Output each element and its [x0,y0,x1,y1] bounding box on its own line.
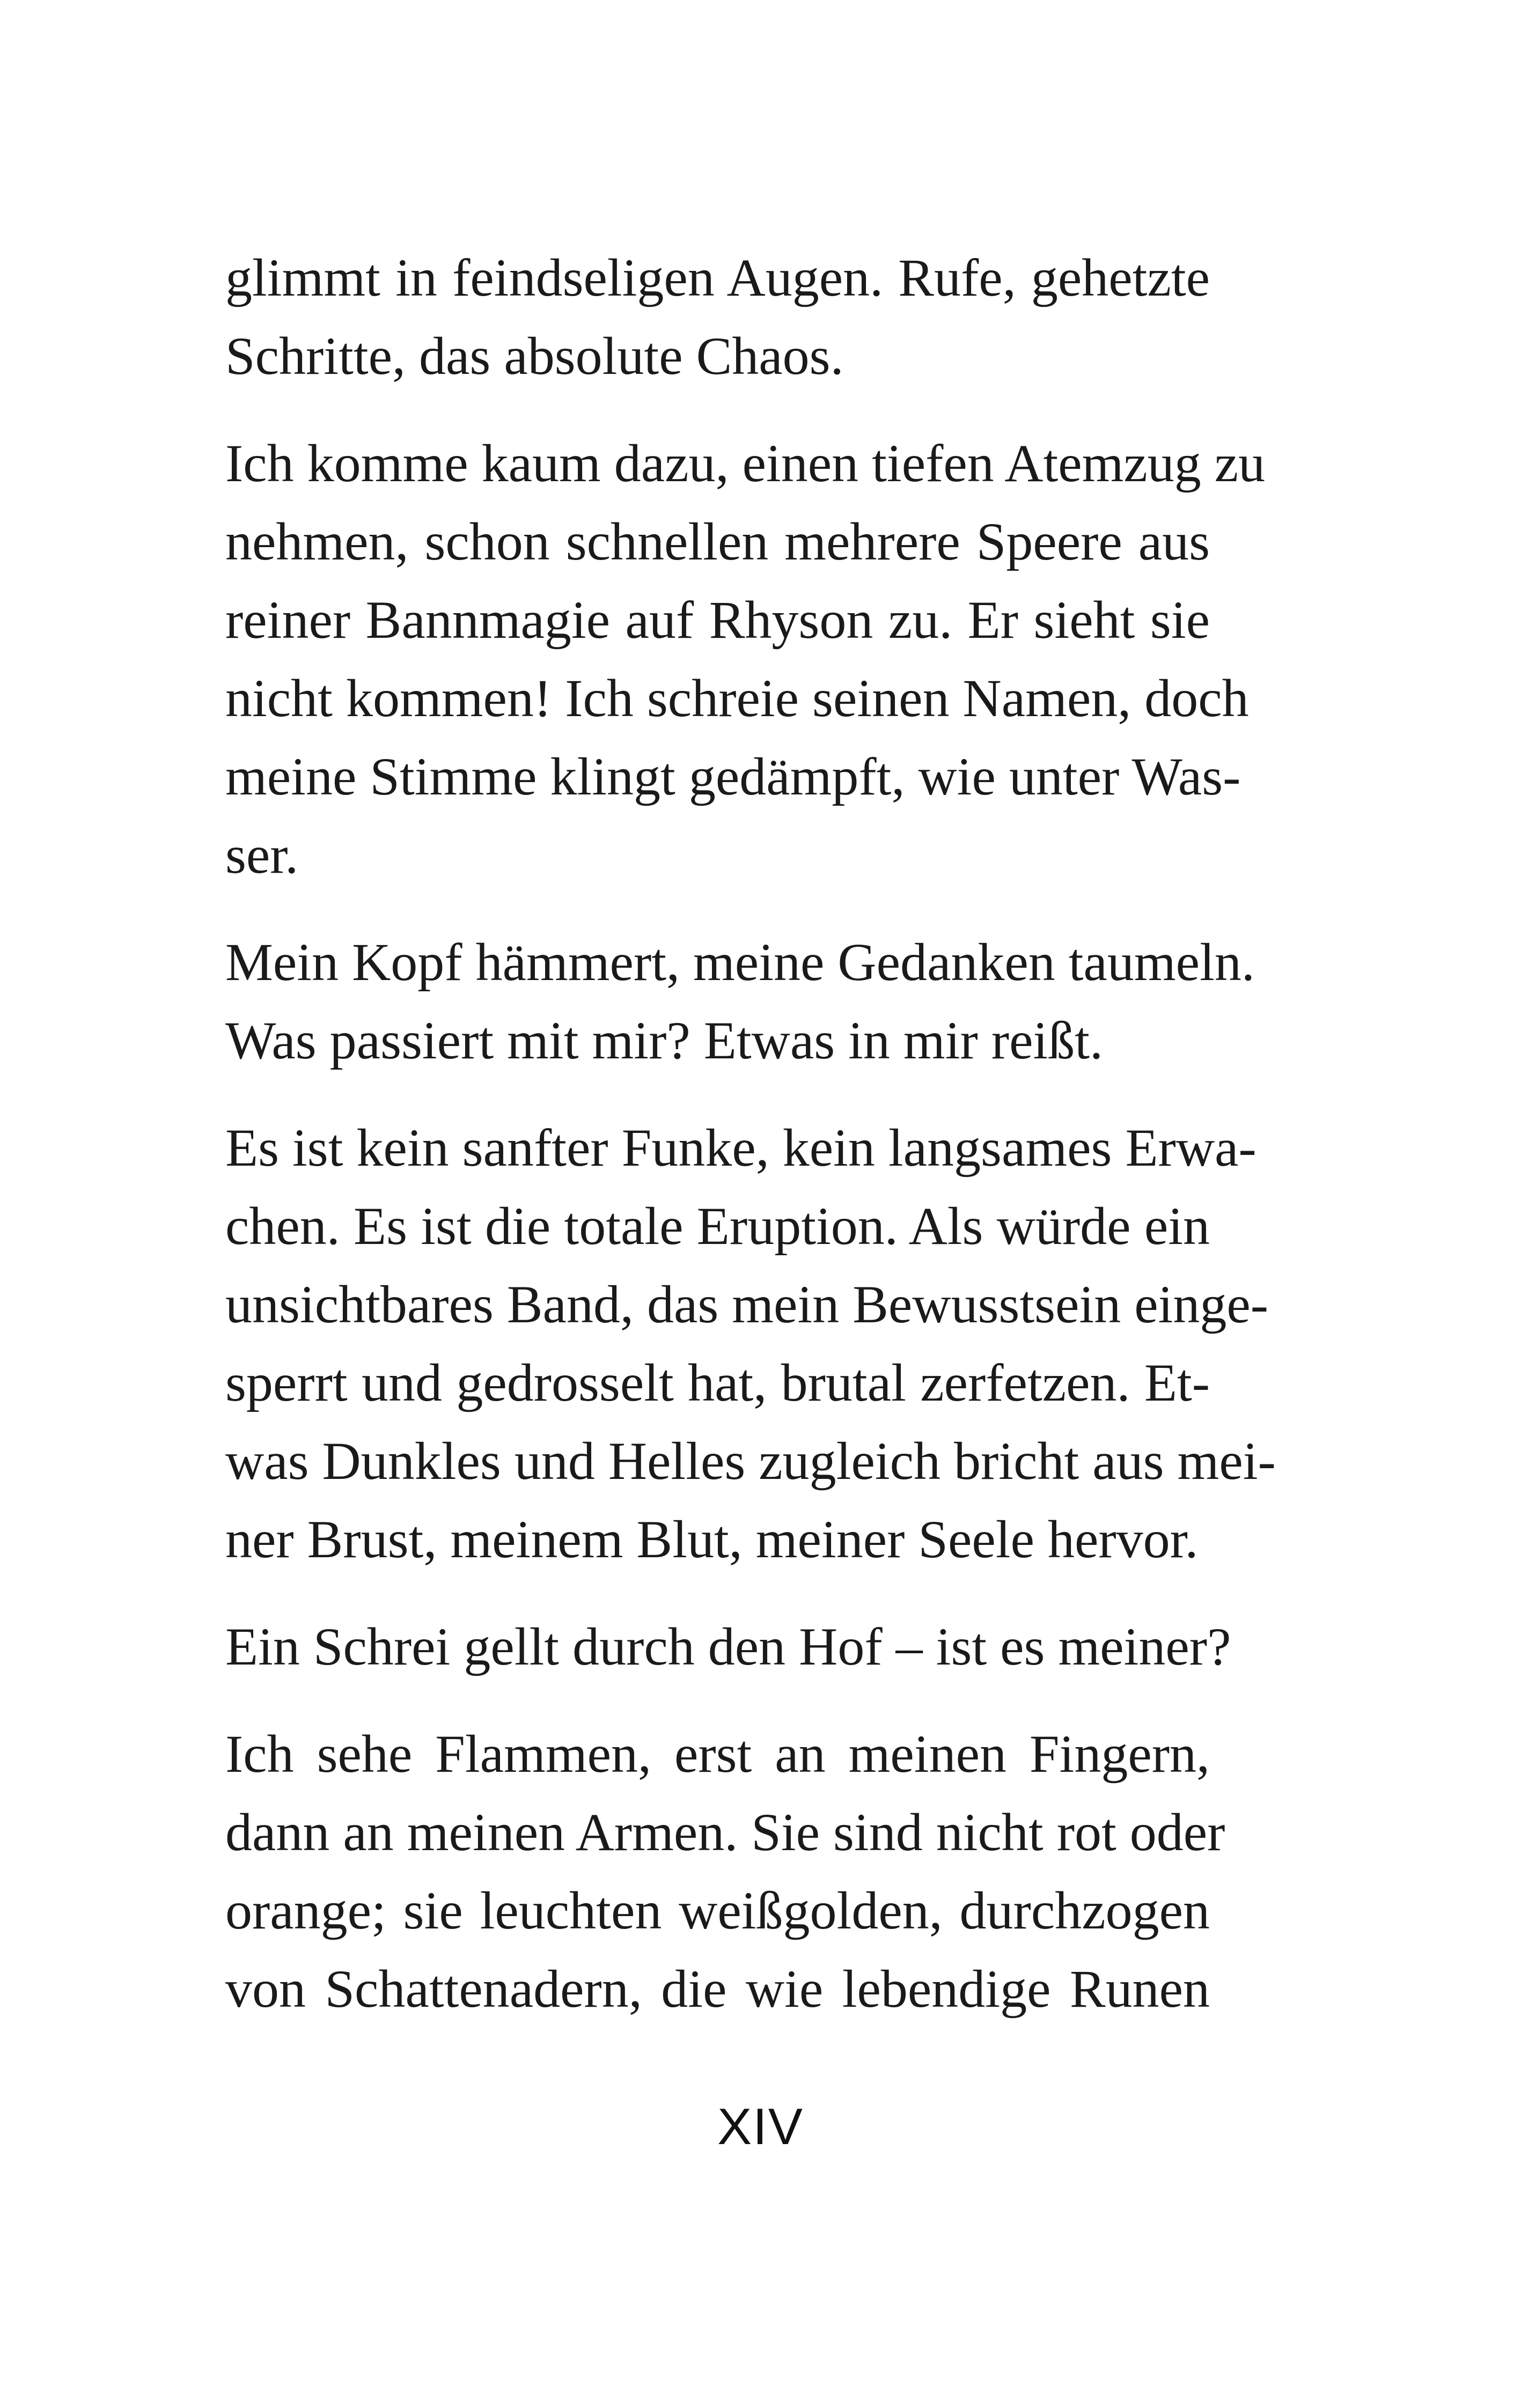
paragraph [225,424,1266,894]
text-line: Schritte, das absolute Chaos. [225,326,844,386]
text-line: von Schattenadern, die wie lebendige Runen [225,1959,1210,2019]
text-line: unsichtbares Band, das mein Bewusstsein einge- [225,1275,1269,1334]
text-line: nicht kommen! Ich schreie seinen Namen, doch [225,668,1249,728]
text-line: glimmt in feindseligen Augen. Rufe, gehetzte [225,248,1210,307]
text-line: ser. [225,825,299,885]
text-line: meine Stimme klingt gedämpft, wie unter Was- [225,747,1241,806]
text-line: Ich sehe Flammen, erst an meinen Fingern, [225,1724,1210,1784]
text-line: Ich komme kaum dazu, einen tiefen Atemzug zu [225,433,1266,493]
page-number: XIV [717,2098,804,2155]
text-line: Es ist kein sanfter Funke, kein langsames Erwa- [225,1118,1257,1177]
text-line: dann an meinen Armen. Sie sind nicht rot oder [225,1802,1225,1862]
paragraph [225,1608,1231,1686]
paragraph [225,923,1255,1080]
paragraph [225,1715,1225,2028]
body-text [225,239,1276,2057]
paragraph [225,239,1210,395]
text-line: nehmen, schon schnellen mehrere Speere aus [225,512,1210,571]
text-line: Mein Kopf hämmert, meine Gedanken taumeln. [225,932,1255,992]
text-line: Was passiert mit mir? Etwas in mir reißt. [225,1011,1104,1070]
text-line: orange; sie leuchten weißgolden, durchzogen [225,1881,1210,1940]
paragraph [225,1109,1276,1579]
text-line: chen. Es ist die totale Eruption. Als würde ein [225,1196,1210,1256]
text-line: reiner Bannmagie auf Rhyson zu. Er sieht sie [225,590,1210,650]
text-line: Ein Schrei gellt durch den Hof – ist es meiner? [225,1617,1231,1676]
text-line: was Dunkles und Helles zugleich bricht aus mei- [225,1431,1276,1491]
text-line: sperrt und gedrosselt hat, brutal zerfetzen. Et- [225,1353,1210,1412]
text-line: ner Brust, meinem Blut, meiner Seele hervor. [225,1509,1199,1569]
